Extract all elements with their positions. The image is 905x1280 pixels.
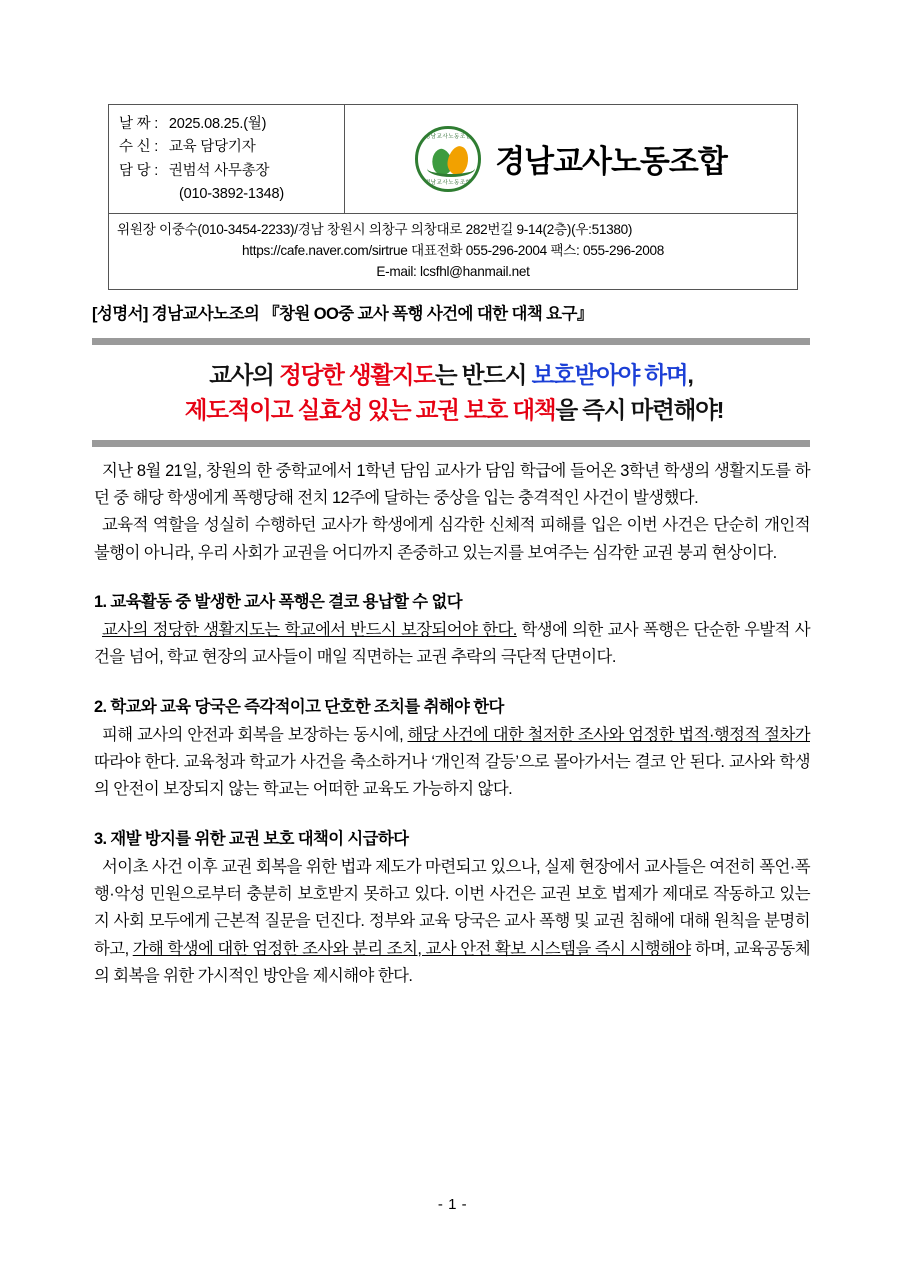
section-2-underlined: 해당 사건에 대한 철저한 조사와 엄정한 법적·행정적 절차가 [407, 725, 810, 744]
emblem-ring-top-text: 경남교사노동조합 [424, 133, 472, 140]
slogan-banner [92, 338, 810, 447]
banner-rule-bottom [92, 440, 810, 447]
section-1-heading: 1. 교육활동 중 발생한 교사 폭행은 결코 용납할 수 없다 [94, 592, 462, 611]
section-3-heading: 3. 재발 방지를 위한 교권 보호 대책이 시급하다 [94, 829, 409, 848]
section-2-rest: 따라야 한다. 교육청과 학교가 사건을 축소하거나 ‘개인적 갈등’으로 몰아가서는 결코 안 된다. 교사와 학생의 안전이 보장되지 않는 학교는 어떠한 교육도 가능하지 않다. [94, 753, 810, 799]
organization-name: 경남교사노동조합 [495, 144, 727, 180]
section-2-pre: 피해 교사의 안전과 회복을 보장하는 동시에, [102, 725, 408, 744]
page-title: [성명서] 경남교사노조의 『창원 OO중 교사 폭행 사건에 대한 대책 요구』 [92, 305, 593, 323]
paragraph-intro-1: 지난 8월 21일, 창원의 한 중학교에서 1학년 담임 교사가 담임 학급에 들어온 3학년 학생의 생활지도를 하던 중 해당 학생에게 폭행당해 전치 12주에 달하는 중상을 입는 충격적인 사건이 발생했다. [94, 462, 810, 508]
meta-value-contact-person: 권범석 사무총장 [168, 162, 270, 179]
meta-value-date: 2025.08.25.(월) [168, 116, 267, 132]
letterhead-contact-block [109, 213, 797, 289]
meta-row-date [119, 113, 334, 136]
meta-value-recipient: 교육 담당기자 [168, 139, 256, 156]
section-3-underlined: 가해 학생에 대한 엄정한 조사와 분리 조치, 교사 안전 확보 시스템을 즉시 시행해야 [132, 939, 691, 958]
document-body [94, 458, 810, 990]
slogan-seg-5: , [687, 362, 693, 388]
slogan-line-2 [92, 393, 810, 428]
slogan-seg-1: 교사의 [209, 362, 280, 388]
section-3-pre: 서이초 사건 이후 교권 회복을 위한 법과 제도가 마련되고 있으나, 실제 현장에서 교사들은 여전히 폭언·폭행·악성 민원으로부터 충분히 보호받지 못하고 있다. 이번 사건은 교권 보호 법제가 제대로 작동하고 있는지 사회 모두에게 근본적 질문을 던진다. 정부와 교육 당국은 교사 폭행 및 교권 침해에 대해 원칙을 분명히 하고, [94, 857, 810, 958]
contact-line-address: 위원장 이중수(010-3454-2233)/경남 창원시 의창구 의창대로 282번길 9-14(2층)(우:51380) [117, 221, 633, 237]
union-emblem-icon [415, 126, 481, 192]
meta-row-phone: (010-3892-1348) [179, 186, 285, 203]
letterhead-meta [109, 105, 345, 213]
section-3-paragraph [94, 854, 810, 990]
letterhead [108, 104, 798, 290]
contact-line-web-phone: https://cafe.naver.com/sirtrue 대표전화 055-296-2004 팩스: 055-296-2008 [241, 243, 664, 258]
slogan-line-1 [92, 358, 810, 393]
slogan-seg-4: 보호받아야 하며 [531, 362, 688, 388]
meta-row-recipient [119, 136, 334, 159]
letterhead-top [109, 105, 797, 213]
emblem-swoosh [427, 160, 475, 177]
banner-rule-top [92, 338, 810, 345]
meta-label-recipient: 수 신 : [119, 139, 159, 156]
contact-line-email: E-mail: lcsfhl@hanmail.net [376, 264, 530, 280]
paragraph-intro-2: 교육적 역할을 성실히 수행하던 교사가 학생에게 심각한 신체적 피해를 입은 이번 사건은 단순히 개인적 불행이 아니라, 우리 사회가 교권을 어디까지 존중하고 있는지를 보여주는 심각한 교권 붕괴 현상이다. [94, 516, 810, 562]
emblem-ring-bottom-text: 경남교사노동조합 [424, 179, 472, 186]
section-1-paragraph [94, 617, 810, 671]
slogan-seg-6: 제도적이고 실효성 있는 교권 보호 대책 [184, 397, 556, 424]
section-1-underlined: 교사의 정당한 생활지도는 학교에서 반드시 보장되어야 한다. [102, 621, 517, 640]
meta-label-date: 날 짜 : [119, 116, 159, 132]
letterhead-logo [345, 105, 797, 213]
section-3-rest: 하며, 교육공동체의 회복을 위한 가시적인 방안을 제시해야 한다. [94, 939, 810, 985]
section-2-heading: 2. 학교와 교육 당국은 즉각적이고 단호한 조치를 취해야 한다 [94, 697, 504, 716]
slogan-seg-3: 는 반드시 [434, 362, 532, 388]
banner-content [92, 345, 810, 440]
meta-row-contact-person [119, 160, 334, 183]
slogan-seg-2: 정당한 생활지도 [279, 362, 435, 388]
section-2-paragraph [94, 722, 810, 804]
meta-label-contact-person: 담 당 : [119, 162, 159, 179]
page-number: - 1 - [437, 1196, 468, 1213]
slogan-seg-7: 을 즉시 마련해야! [555, 397, 724, 424]
section-1-rest: 학생에 의한 교사 폭행은 단순한 우발적 사건을 넘어, 학교 현장의 교사들이 매일 직면하는 교권 추락의 극단적 단면이다. [94, 621, 811, 667]
